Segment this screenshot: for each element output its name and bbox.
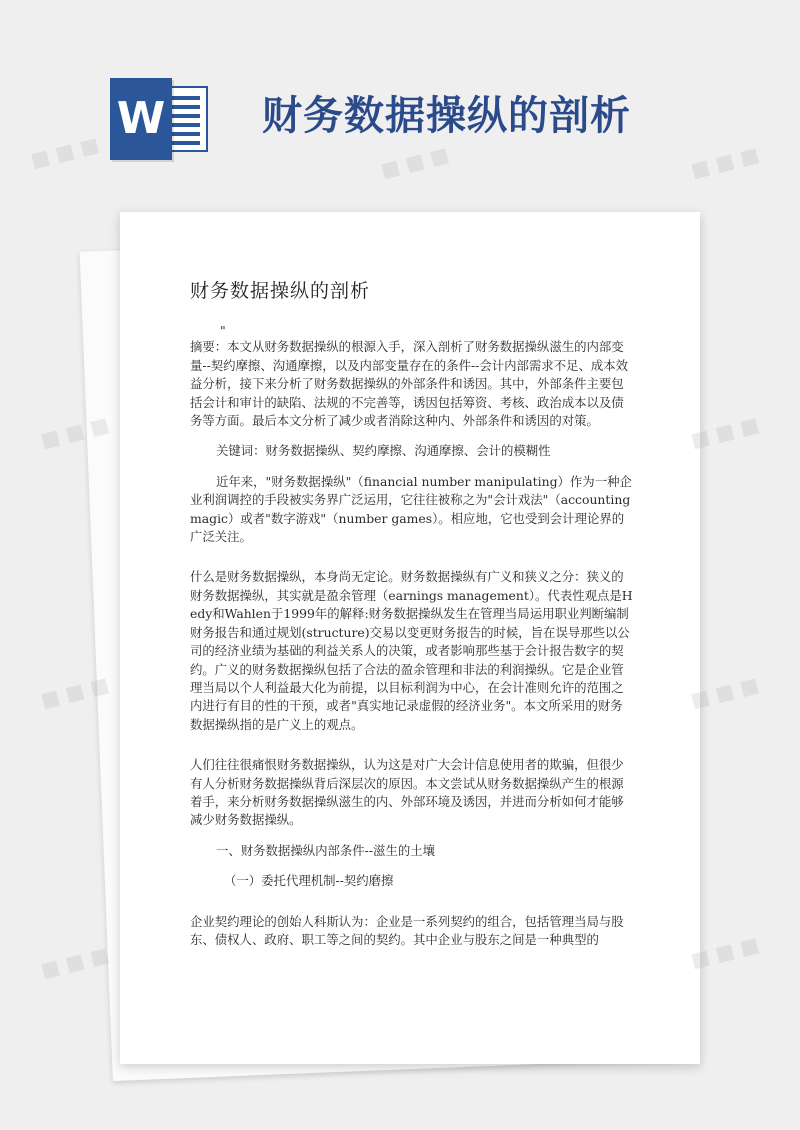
- watermark: ■ ■ ■: [688, 411, 762, 453]
- abstract-paragraph: 摘要：本文从财务数据操纵的根源入手，深入剖析了财务数据操纵滋生的内部变量--契约摩擦、沟通摩擦，以及内部变量存在的条件--会计内部需求不足、成本效益分析，接下来分析了财务数据操纵的外部条件和诱因。其中，外部条件主要包括会计和审计的缺陷、法规的不完善等，诱因包括筹资、考核、政治成本以及债务等方面。最后本文分析了减少或者消除这种内、外部条件和诱因的对策。: [190, 339, 629, 429]
- word-document-icon: [110, 78, 215, 160]
- watermark: ■ ■ ■: [688, 671, 762, 713]
- banner: [0, 0, 800, 200]
- watermark: ■ ■ ■: [38, 671, 112, 713]
- watermark: ■ ■ ■: [28, 131, 102, 173]
- body-paragraph: 企业契约理论的创始人科斯认为：企业是一系列契约的组合，包括管理当局与股东、债权人、政府、职工等之间的契约。其中企业与股东之间是一种典型的: [190, 913, 624, 947]
- watermark: ■ ■ ■: [378, 141, 452, 183]
- keywords-paragraph: 关键词：财务数据操纵、契约摩擦、沟通摩擦、会计的模糊性: [216, 443, 551, 459]
- document-body: [190, 282, 635, 949]
- body-paragraph: 什么是财务数据操纵，本身尚无定论。财务数据操纵有广义和狭义之分：狭义的财务数据操纵，其实就是盈余管理（earnings management）。代表性观点是Hedy和Wahlen于1999年的解释:财务数据操纵发生在管理当局运用职业判断编制财务报告和通过规划(structure)交易以变更财务报告的时候，旨在误导那些以公司的经济业绩为基础的利益关系人的决策，或者影响那些基于会计报告数字的契约。广义的财务数据操纵包括了合法的盈余管理和非法的利润操纵。它是企业管理当局以个人利益最大化为前提，以目标利润为中心，在会计准则允许的范围之内进行有目的性的干预，或者"真实地记录虚假的经济业务"。本文所采用的财务数据操纵指的是广义上的观点。: [190, 569, 633, 732]
- watermark: ■ ■ ■: [688, 931, 762, 973]
- subsection-heading: （一）委托代理机制--契约磨擦: [224, 873, 394, 889]
- watermark: ■ ■ ■: [38, 941, 112, 983]
- document-title: 财务数据操纵的剖析: [190, 280, 371, 302]
- watermark: ■ ■ ■: [38, 411, 112, 453]
- body-paragraph: 人们往往很痛恨财务数据操纵，认为这是对广大会计信息使用者的欺骗，但很少有人分析财务数据操纵背后深层次的原因。本文尝试从财务数据操纵产生的根源着手，来分析财务数据操纵滋生的内、外部环境及诱因，并进而分析如何才能够减少财务数据操纵。: [190, 757, 624, 828]
- word-logo-letter: W: [110, 78, 172, 160]
- document-page: [120, 212, 700, 1064]
- body-paragraph: 近年来，"财务数据操纵"（financial number manipulating）作为一种企业利润调控的手段被实务界广泛运用，它往往被称之为"会计戏法"（accounting magic）或者"数字游戏"（number games）。相应地，它也受到会计理论界的广泛关注。: [190, 473, 632, 545]
- section-heading: 一、财务数据操纵内部条件--滋生的土壤: [216, 842, 436, 858]
- quote-mark: ": [220, 323, 226, 339]
- watermark: ■ ■ ■: [688, 141, 762, 183]
- banner-title: 财务数据操纵的剖析: [262, 93, 631, 139]
